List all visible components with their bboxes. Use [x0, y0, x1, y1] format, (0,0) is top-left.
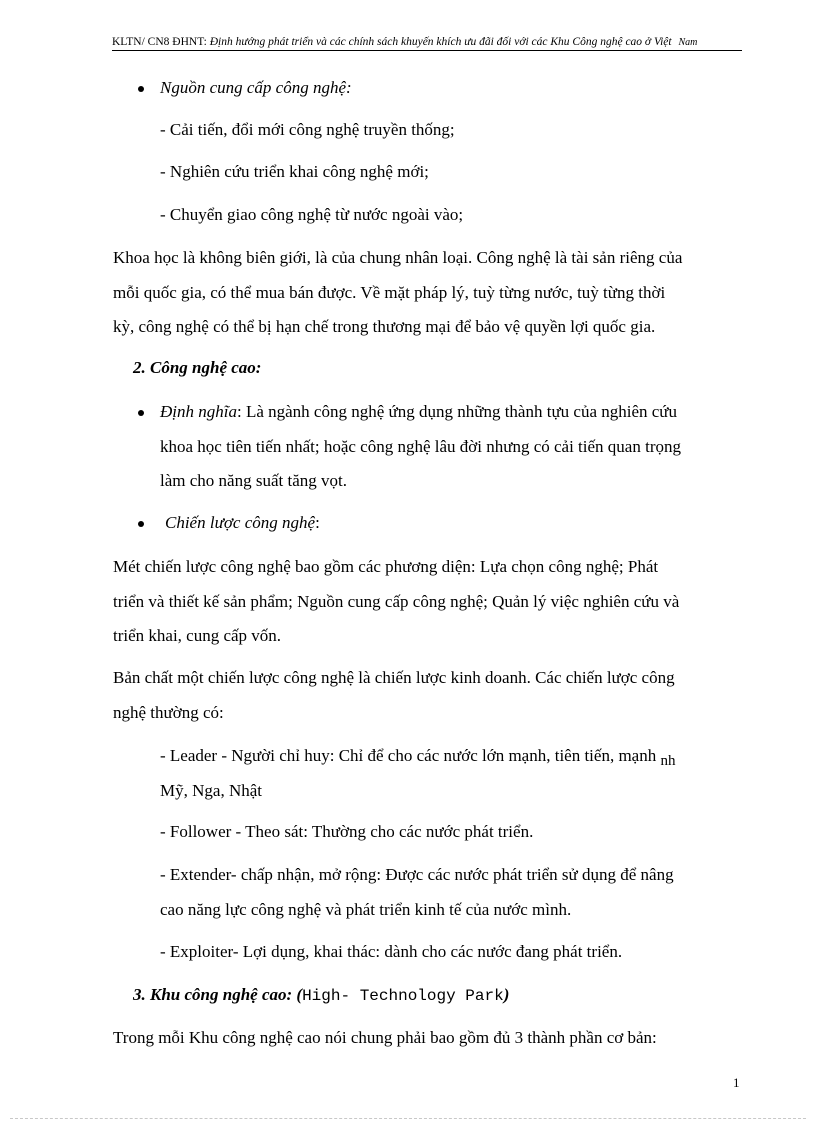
definition-term: Định nghĩa — [160, 402, 237, 421]
paragraph-line: nghệ thường có: — [113, 703, 224, 722]
paragraph-line: Bản chất một chiến lược công nghệ là chiến lược kinh doanh. Các chiến lược công — [113, 668, 675, 687]
header-prefix: KLTN/ CN8 ĐHNT: — [112, 36, 207, 48]
bullet-heading-text: Chiến lược công nghệ — [165, 513, 316, 532]
definition-line — [160, 402, 677, 422]
paragraph-line: Khoa học là không biên giới, là của chung nhân loại. Công nghệ là tài sản riêng của — [113, 248, 683, 267]
list-item: - Chuyển giao công nghệ từ nước ngoài vào; — [160, 205, 464, 224]
paragraph-line: làm cho năng suất tăng vọt. — [160, 471, 347, 490]
header-title: Định hướng phát triển và các chính sách khuyến khích ưu đãi đối với các Khu Công nghệ cao ở Việt — [209, 36, 672, 48]
paragraph-line: Trong mỗi Khu công nghệ cao nói chung phải bao gồm đủ 3 thành phần cơ bản: — [113, 1028, 657, 1047]
section-heading-english: High- Technology Park — [302, 987, 504, 1005]
bullet-heading-colon: : — [315, 513, 320, 532]
paragraph-line: kỳ, công nghệ có thể bị hạn chế trong thương mại để bảo vệ quyền lợi quốc gia. — [113, 317, 656, 336]
bullet-dot-icon — [138, 410, 144, 416]
running-header — [112, 36, 742, 51]
list-item-tail: nh — [660, 753, 676, 769]
footer-divider — [10, 1118, 806, 1119]
list-item — [160, 746, 675, 767]
paragraph-line: cao năng lực công nghệ và phát triển kinh tế của nước mình. — [160, 900, 572, 919]
header-suffix: Nam — [678, 37, 698, 48]
list-item: - Nghiên cứu triển khai công nghệ mới; — [160, 162, 429, 181]
list-item-text: - Leader - Người chỉ huy: Chỉ để cho các nước lớn mạnh, tiên tiến, mạnh — [160, 746, 657, 765]
bullet-heading: Nguồn cung cấp công nghệ: — [160, 78, 352, 97]
definition-text: : Là ngành công nghệ ứng dụng những thành tựu của nghiên cứu — [236, 402, 678, 421]
list-item: - Follower - Theo sát: Thường cho các nước phát triển. — [160, 822, 534, 841]
list-item: - Exploiter- Lợi dụng, khai thác: dành cho các nước đang phát triển. — [160, 942, 623, 961]
paragraph-line: triển và thiết kế sản phẩm; Nguồn cung cấp công nghệ; Quản lý việc nghiên cứu và — [113, 592, 680, 611]
section-heading-close: ) — [503, 985, 510, 1004]
paragraph-line: triển khai, cung cấp vốn. — [113, 626, 282, 645]
bullet-dot-icon — [138, 86, 144, 92]
paragraph-line: mỗi quốc gia, có thể mua bán được. Về mặt pháp lý, tuỳ từng nước, tuỳ từng thời — [113, 283, 666, 302]
list-item: - Cải tiến, đổi mới công nghệ truyền thống; — [160, 120, 455, 139]
section-heading-text: 3. Khu công nghệ cao: ( — [133, 985, 303, 1004]
paragraph-line: Mỹ, Nga, Nhật — [160, 781, 262, 800]
paragraph-line: Mét chiến lược công nghệ bao gồm các phương diện: Lựa chọn công nghệ; Phát — [113, 557, 659, 576]
bullet-dot-icon — [138, 521, 144, 527]
section-heading — [133, 985, 509, 1006]
list-item: - Extender- chấp nhận, mở rộng: Được các nước phát triển sử dụng để nâng — [160, 865, 674, 884]
page-number: 1 — [733, 1075, 740, 1090]
section-heading: 2. Công nghệ cao: — [133, 358, 262, 377]
bullet-heading — [165, 513, 320, 533]
paragraph-line: khoa học tiên tiến nhất; hoặc công nghệ lâu đời nhưng có cải tiến quan trọng — [160, 437, 681, 456]
